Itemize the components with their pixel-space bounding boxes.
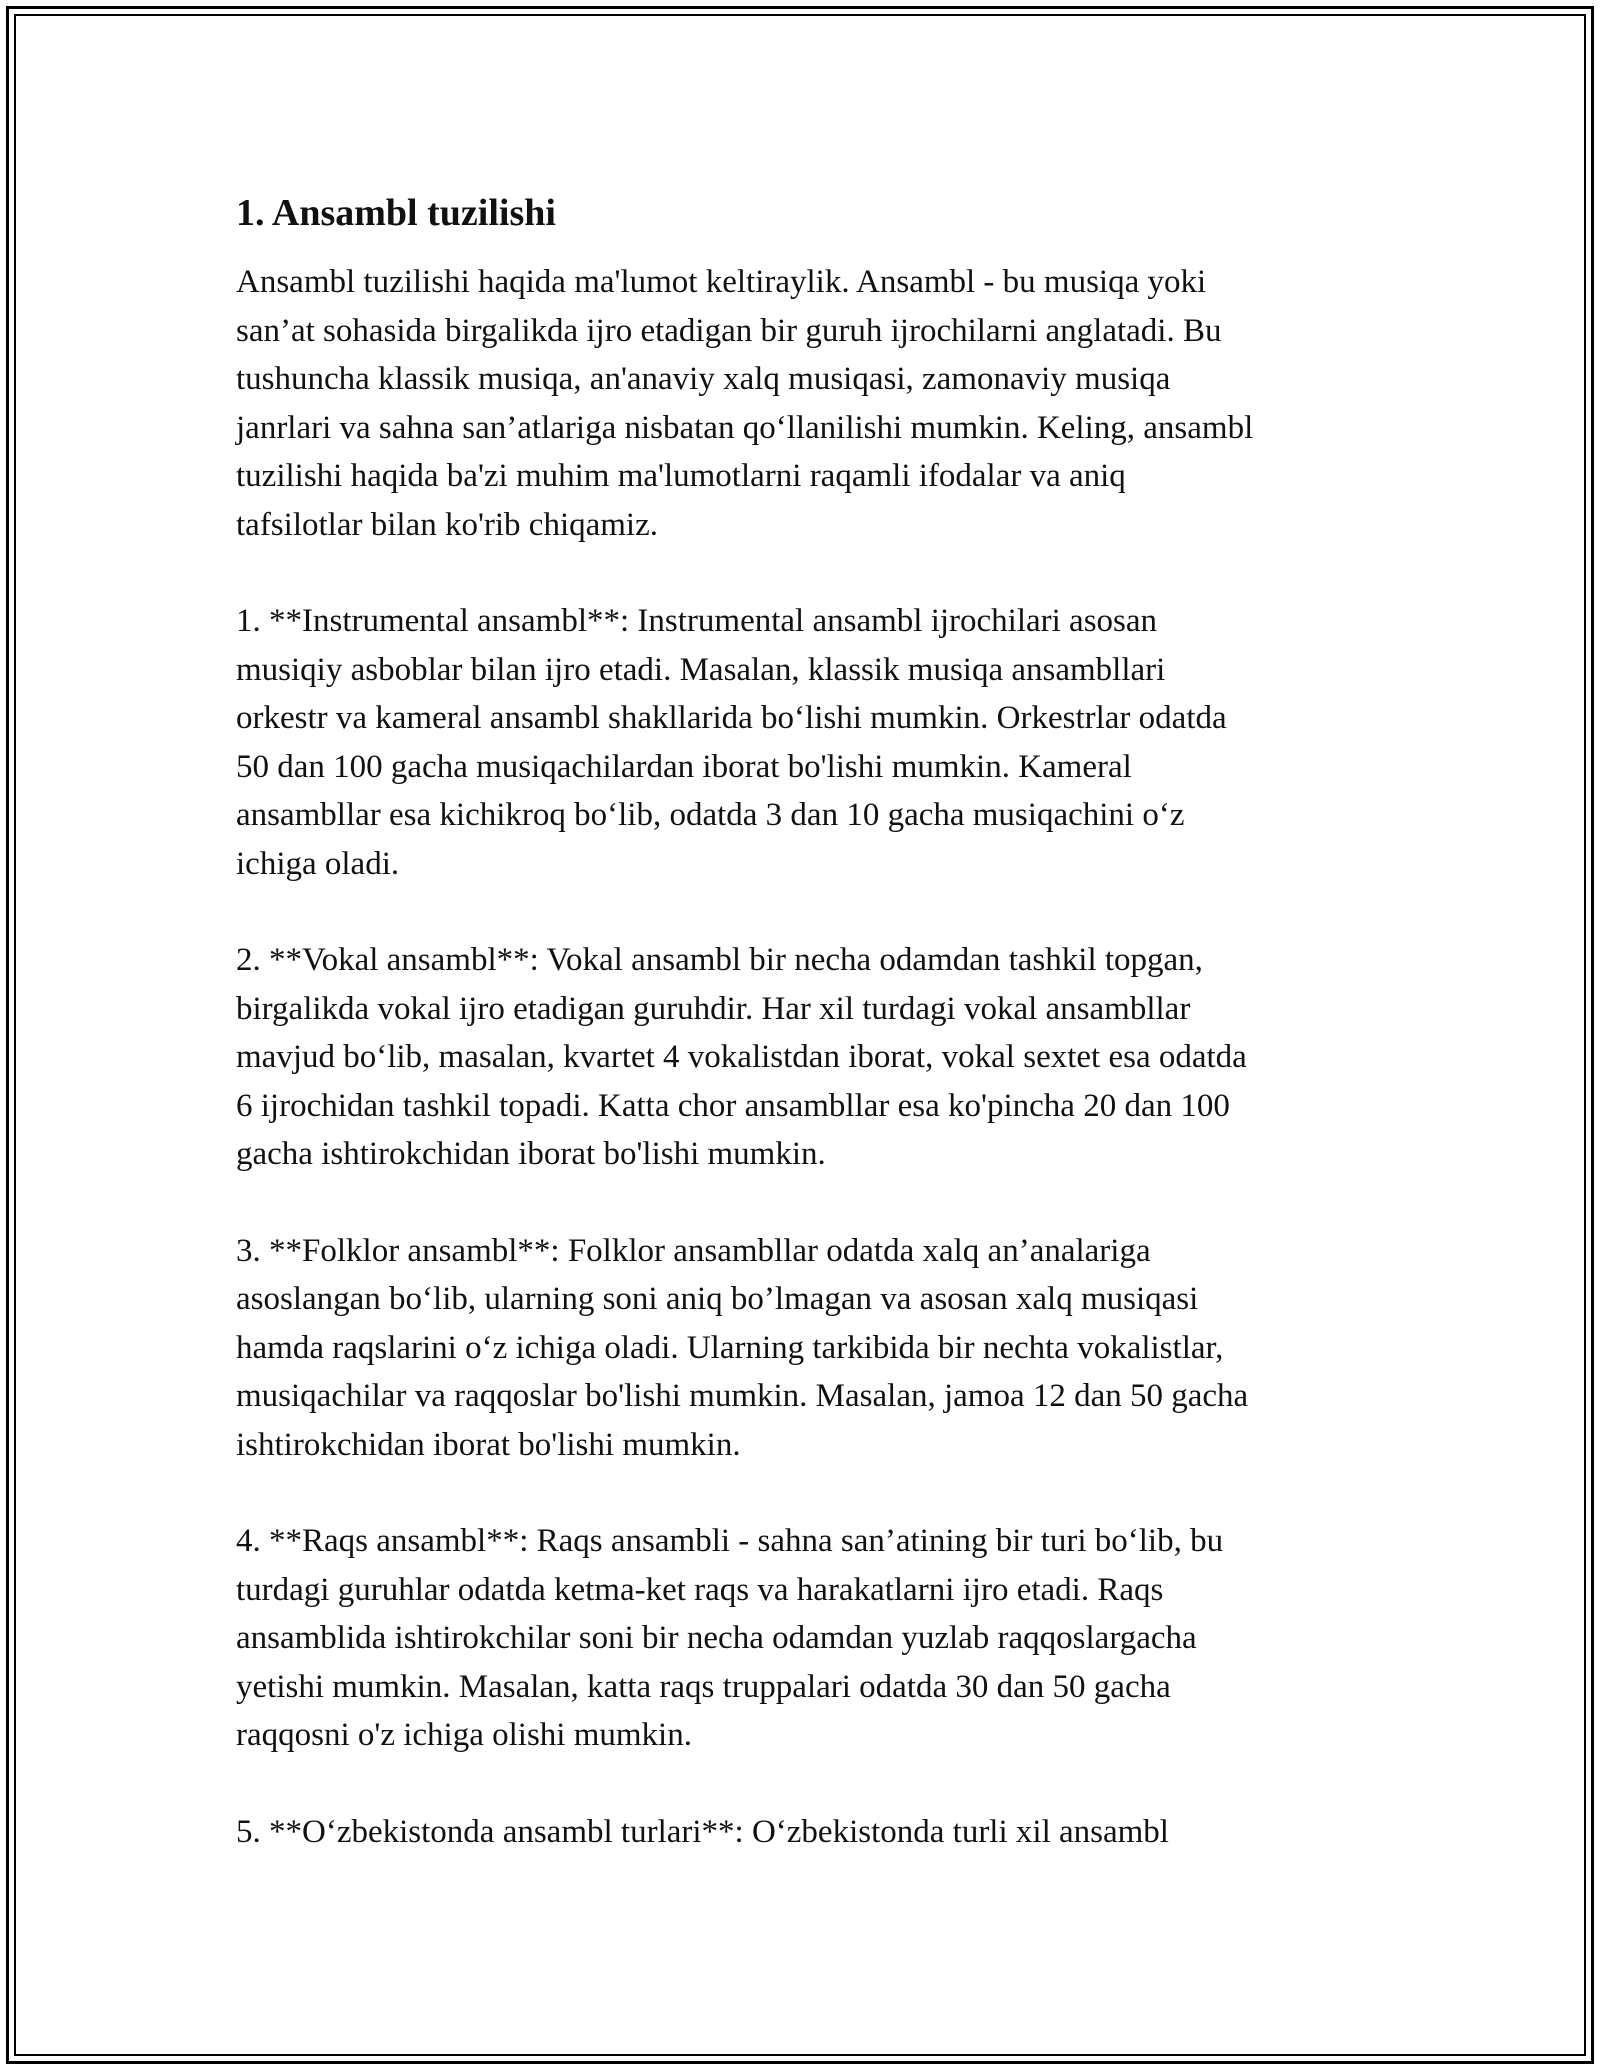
folklore-ensemble-paragraph: 3. **Folklor ansambl**: Folklor ansambllar odatda xalq an’analariga asoslangan bo‘lib, ularning soni aniq bo’lmagan va asosan xalq musiqasi hamda raqslarini o‘z ichiga oladi. Ularning tarkibida bir nechta vokalistlar, musiqachilar va raqqoslar bo'lishi mumkin. Masalan, jamoa 12 dan 50 gacha ishtirokchidan iborat bo'lishi mumkin. [236,1232,1249,1463]
intro-paragraph: Ansambl tuzilishi haqida ma'lumot keltiraylik. Ansambl - bu musiqa yoki san’at sohasida birgalikda ijro etadigan bir guruh ijrochilarni anglatadi. Bu tushuncha klassik musiqa, an'anaviy xalq musiqasi, zamonaviy musiqa janrlari va sahna san’atlariga nisbatan qo‘llanilishi mumkin. Keling, ansambl tuzilishi haqida ba'zi muhim ma'lumotlarni raqamli ifodalar va aniq tafsilotlar bilan ko'rib chiqamiz. [236,264,1254,543]
section-heading: 1. Ansambl tuzilishi [236,192,556,234]
instrumental-ensemble-paragraph: 1. **Instrumental ansambl**: Instrumental ansambl ijrochilari asosan musiqiy asboblar bilan ijro etadi. Masalan, klassik musiqa ansambllari orkestr va kameral ansambl shakllarida bo‘lishi mumkin. Orkestrlar odatda 50 dan 100 gacha musiqachilardan iborat bo'lishi mumkin. Kameral ansambllar esa kichikroq bo‘lib, odatda 3 dan 10 gacha musiqachini o‘z ichiga oladi. [236,603,1227,882]
document-body [236,186,1366,1904]
dance-ensemble-paragraph: 4. **Raqs ansambl**: Raqs ansambli - sahna san’atining bir turi bo‘lib, bu turdagi guruhlar odatda ketma-ket raqs va harakatlarni ijro etadi. Raqs ansamblida ishtirokchilar soni bir necha odamdan yuzlab raqqoslargacha yetishi mumkin. Masalan, katta raqs truppalari odatda 30 dan 50 gacha raqqosni o'z ichiga olishi mumkin. [236,1523,1224,1753]
vocal-ensemble-paragraph: 2. **Vokal ansambl**: Vokal ansambl bir necha odamdan tashkil topgan, birgalikda vokal ijro etadigan guruhdir. Har xil turdagi vokal ansambllar mavjud bo‘lib, masalan, kvartet 4 vokalistdan iborat, vokal sextet esa odatda 6 ijrochidan tashkil topadi. Katta chor ansambllar esa ko'pincha 20 dan 100 gacha ishtirokchidan iborat bo'lishi mumkin. [236,942,1247,1172]
uzbekistan-ensemble-paragraph: 5. **O‘zbekistonda ansambl turlari**: O‘zbekistonda turli xil ansambl [236,1813,1169,1850]
